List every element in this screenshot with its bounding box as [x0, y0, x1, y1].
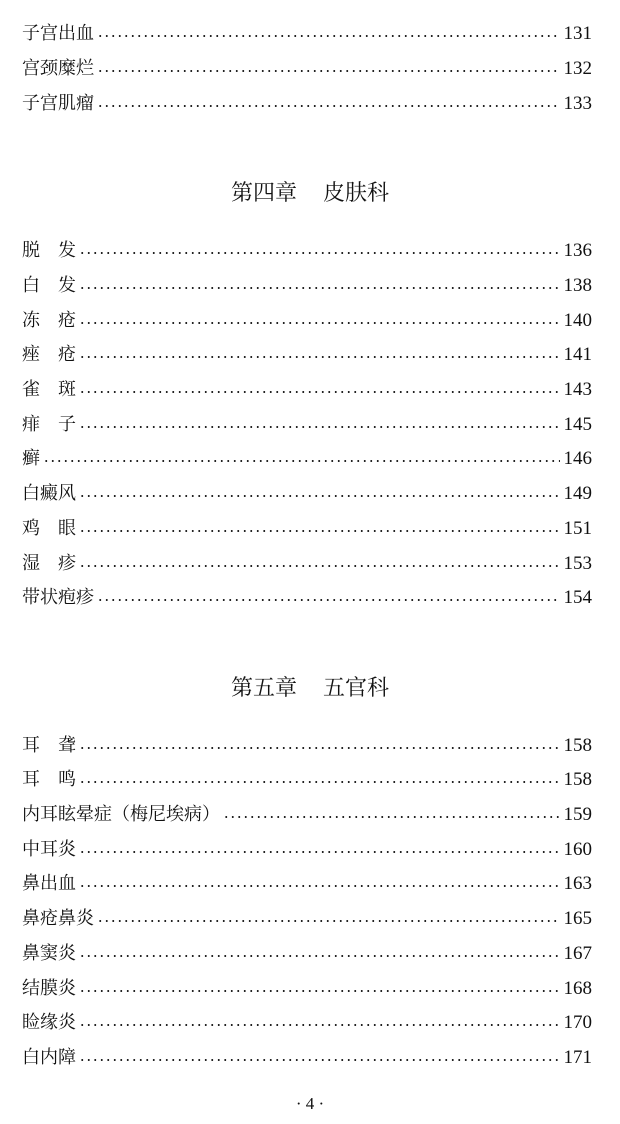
toc-leader-dots: [97, 35, 560, 37]
toc-leader-dots: [97, 70, 560, 72]
toc-entry-title: 雀 斑: [22, 379, 76, 400]
toc-leader-dots: [79, 426, 560, 428]
toc-row[interactable]: [22, 20, 592, 48]
toc-page-number: 141: [563, 344, 592, 365]
chapter-number: 第四章: [230, 181, 297, 206]
toc-entry-title: 耳 聋: [22, 735, 76, 756]
toc-row[interactable]: [22, 1044, 592, 1072]
toc-row[interactable]: [22, 975, 592, 1003]
chapter-heading: [0, 178, 620, 210]
toc-page-number: 143: [563, 379, 592, 400]
toc-entry-title: 子宫出血: [22, 23, 94, 44]
toc-row[interactable]: [22, 584, 592, 612]
toc-page-number: 153: [563, 553, 592, 574]
toc-row[interactable]: [22, 445, 592, 473]
toc-row[interactable]: [22, 870, 592, 898]
toc-row[interactable]: [22, 90, 592, 118]
toc-page-number: 145: [563, 414, 592, 435]
toc-leader-dots: [79, 955, 560, 957]
toc-page-number: 167: [563, 943, 592, 964]
toc-entry-title: 鼻窦炎: [22, 943, 76, 964]
toc-leader-dots: [79, 356, 560, 358]
toc-leader-dots: [79, 252, 560, 254]
toc-entry-title: 白癜风: [22, 483, 76, 504]
toc-row[interactable]: [22, 550, 592, 578]
toc-leader-dots: [79, 747, 560, 749]
toc-leader-dots: [79, 851, 560, 853]
toc-page-number: 158: [563, 735, 592, 756]
toc-leader-dots: [79, 287, 560, 289]
toc-page-number: 154: [563, 587, 592, 608]
toc-page-number: 165: [563, 908, 592, 929]
toc-page-number: 168: [563, 978, 592, 999]
toc-entry-title: 痱 子: [22, 414, 76, 435]
toc-page-number: 151: [563, 518, 592, 539]
toc-row[interactable]: [22, 766, 592, 794]
toc-leader-dots: [79, 565, 560, 567]
toc-leader-dots: [43, 460, 560, 462]
toc-page-number: 136: [563, 240, 592, 261]
toc-page-number: 159: [563, 804, 592, 825]
toc-leader-dots: [97, 105, 560, 107]
toc-row[interactable]: [22, 801, 592, 829]
toc-entry-title: 睑缘炎: [22, 1012, 76, 1033]
toc-page-number: 163: [563, 873, 592, 894]
toc-row[interactable]: [22, 411, 592, 439]
toc-entry-title: 鼻疮鼻炎: [22, 908, 94, 929]
toc-leader-dots: [97, 599, 560, 601]
toc-row[interactable]: [22, 480, 592, 508]
toc-entry-title: 中耳炎: [22, 839, 76, 860]
chapter-heading: [0, 673, 620, 705]
toc-entry-title: 癣: [22, 448, 40, 469]
toc-row[interactable]: [22, 237, 592, 265]
toc-leader-dots: [79, 530, 560, 532]
toc-entry-title: 鸡 眼: [22, 518, 76, 539]
toc-leader-dots: [79, 990, 560, 992]
toc-row[interactable]: [22, 732, 592, 760]
toc-row[interactable]: [22, 905, 592, 933]
toc-page-number: 146: [563, 448, 592, 469]
toc-entry-title: 白内障: [22, 1047, 76, 1068]
toc-row[interactable]: [22, 341, 592, 369]
chapter-number: 第五章: [230, 676, 297, 701]
chapter-subject: 皮肤科: [323, 181, 390, 206]
toc-page-number: 133: [563, 93, 592, 114]
toc-row[interactable]: [22, 1009, 592, 1037]
toc-leader-dots: [97, 920, 560, 922]
toc-entry-title: 耳 鸣: [22, 769, 76, 790]
toc-row[interactable]: [22, 307, 592, 335]
toc-leader-dots: [223, 816, 560, 818]
toc-page-number: 132: [563, 58, 592, 79]
toc-leader-dots: [79, 1059, 560, 1061]
toc-page-number: 131: [563, 23, 592, 44]
toc-entry-title: 鼻出血: [22, 873, 76, 894]
page-number-footer: · 4 ·: [295, 1094, 325, 1113]
toc-page-number: 171: [563, 1047, 592, 1068]
toc-page-number: 138: [563, 275, 592, 296]
toc-leader-dots: [79, 1024, 560, 1026]
toc-page-number: 149: [563, 483, 592, 504]
toc-entry-title: 宫颈糜烂: [22, 58, 94, 79]
toc-leader-dots: [79, 391, 560, 393]
toc-leader-dots: [79, 495, 560, 497]
toc-page-number: 158: [563, 769, 592, 790]
toc-entry-title: 白 发: [22, 275, 76, 296]
toc-page-number: 160: [563, 839, 592, 860]
toc-row[interactable]: [22, 940, 592, 968]
toc-page-number: 140: [563, 310, 592, 331]
toc-entry-title: 内耳眩晕症（梅尼埃病）: [22, 804, 220, 825]
toc-leader-dots: [79, 781, 560, 783]
toc-row[interactable]: [22, 836, 592, 864]
toc-entry-title: 冻 疮: [22, 310, 76, 331]
toc-entry-title: 子宫肌瘤: [22, 93, 94, 114]
toc-entry-title: 痤 疮: [22, 344, 76, 365]
toc-row[interactable]: [22, 272, 592, 300]
chapter-subject: 五官科: [323, 676, 390, 701]
toc-entry-title: 结膜炎: [22, 978, 76, 999]
toc-page-number: 170: [563, 1012, 592, 1033]
toc-row[interactable]: [22, 55, 592, 83]
toc-entry-title: 湿 疹: [22, 553, 76, 574]
toc-leader-dots: [79, 322, 560, 324]
toc-entry-title: 带状疱疹: [22, 587, 94, 608]
toc-leader-dots: [79, 885, 560, 887]
toc-row[interactable]: [22, 376, 592, 404]
toc-row[interactable]: [22, 515, 592, 543]
toc-entry-title: 脱 发: [22, 240, 76, 261]
